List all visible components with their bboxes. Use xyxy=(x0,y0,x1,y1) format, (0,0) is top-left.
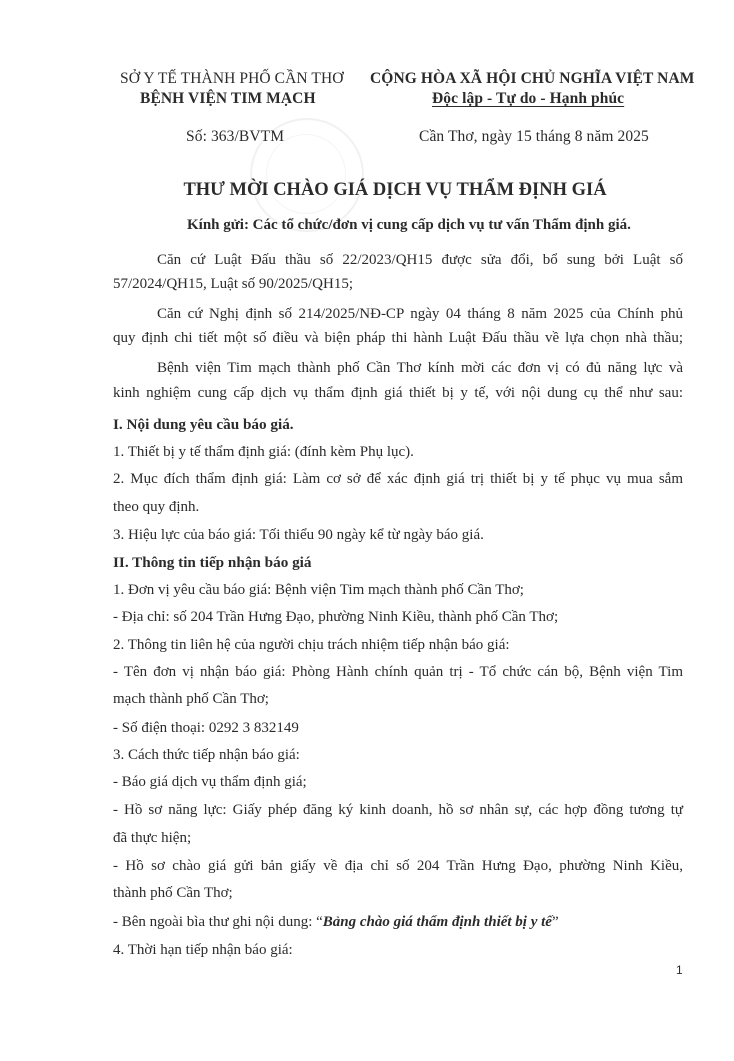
list-item: - Báo giá dịch vụ thẩm định giá; xyxy=(113,774,307,790)
list-item xyxy=(113,914,683,931)
paragraph-line: kinh nghiệm cung cấp dịch vụ thẩm định giá thiết bị y tế, với nội dung cụ thể như sau: xyxy=(113,385,683,401)
list-item: 4. Thời hạn tiếp nhận báo giá: xyxy=(113,942,293,958)
page-number: 1 xyxy=(676,963,683,977)
national-title: CỘNG HÒA XÃ HỘI CHỦ NGHĨA VIỆT NAM xyxy=(370,70,695,87)
agency-name: SỞ Y TẾ THÀNH PHỐ CẦN THƠ xyxy=(120,70,344,87)
envelope-label-suffix: ” xyxy=(551,914,559,930)
list-item: đã thực hiện; xyxy=(113,830,192,846)
hospital-name: BỆNH VIỆN TIM MẠCH xyxy=(140,90,316,107)
section-heading-1: I. Nội dung yêu cầu báo giá. xyxy=(113,416,294,433)
list-item: - Địa chỉ: số 204 Trần Hưng Đạo, phường Ninh Kiều, thành phố Cần Thơ; xyxy=(113,609,559,625)
envelope-label-text: Bảng chào giá thẩm định thiết bị y tế xyxy=(322,914,552,930)
document-date: Cần Thơ, ngày 15 tháng 8 năm 2025 xyxy=(419,128,649,145)
envelope-label-prefix: - Bên ngoài bìa thư ghi nội dung: “ xyxy=(113,914,323,930)
list-item: thành phố Cần Thơ; xyxy=(113,885,233,901)
list-item: 1. Đơn vị yêu cầu báo giá: Bệnh viện Tim mạch thành phố Cần Thơ; xyxy=(113,582,524,598)
national-motto: Độc lập - Tự do - Hạnh phúc xyxy=(432,90,625,107)
paragraph-line: Căn cứ Nghị định số 214/2025/NĐ-CP ngày 04 tháng 8 năm 2025 của Chính phủ xyxy=(157,306,683,322)
document-number: Số: 363/BVTM xyxy=(186,128,285,145)
list-item: 3. Hiệu lực của báo giá: Tối thiểu 90 ngày kể từ ngày báo giá. xyxy=(113,527,484,543)
list-item: mạch thành phố Cần Thơ; xyxy=(113,691,269,707)
recipient-line: Kính gửi: Các tổ chức/đơn vị cung cấp dịch vụ tư vấn Thẩm định giá. xyxy=(187,217,631,233)
document-title: THƯ MỜI CHÀO GIÁ DỊCH VỤ THẨM ĐỊNH GIÁ xyxy=(183,180,607,200)
list-item: - Tên đơn vị nhận báo giá: Phòng Hành chính quản trị - Tổ chức cán bộ, Bệnh viện Tim xyxy=(113,664,683,680)
paragraph-line: 57/2024/QH15, Luật số 90/2025/QH15; xyxy=(113,276,353,292)
list-item: theo quy định. xyxy=(113,499,200,515)
phone-line: - Số điện thoại: 0292 3 832149 xyxy=(113,720,299,736)
list-item: - Hồ sơ năng lực: Giấy phép đăng ký kinh doanh, hồ sơ nhân sự, các hợp đồng tương tự xyxy=(113,802,683,818)
section-heading-2: II. Thông tin tiếp nhận báo giá xyxy=(113,554,312,571)
list-item: - Hồ sơ chào giá gửi bản giấy về địa chỉ số 204 Trần Hưng Đạo, phường Ninh Kiều, xyxy=(113,858,683,874)
paragraph-line: quy định chi tiết một số điều và biện pháp thi hành Luật Đấu thầu về lựa chọn nhà thầu; xyxy=(113,330,683,346)
list-item: 3. Cách thức tiếp nhận báo giá: xyxy=(113,747,300,763)
list-item: 1. Thiết bị y tế thẩm định giá: (đính kèm Phụ lục). xyxy=(113,444,414,460)
paragraph-line: Bệnh viện Tim mạch thành phố Cần Thơ kính mời các đơn vị có đủ năng lực và xyxy=(157,360,683,376)
paragraph-line: Căn cứ Luật Đấu thầu số 22/2023/QH15 được sửa đổi, bổ sung bởi Luật số xyxy=(157,252,683,268)
list-item: 2. Mục đích thẩm định giá: Làm cơ sở để xác định giá trị thiết bị y tế phục vụ mua sắm xyxy=(113,471,683,487)
list-item: 2. Thông tin liên hệ của người chịu trách nhiệm tiếp nhận báo giá: xyxy=(113,637,510,653)
